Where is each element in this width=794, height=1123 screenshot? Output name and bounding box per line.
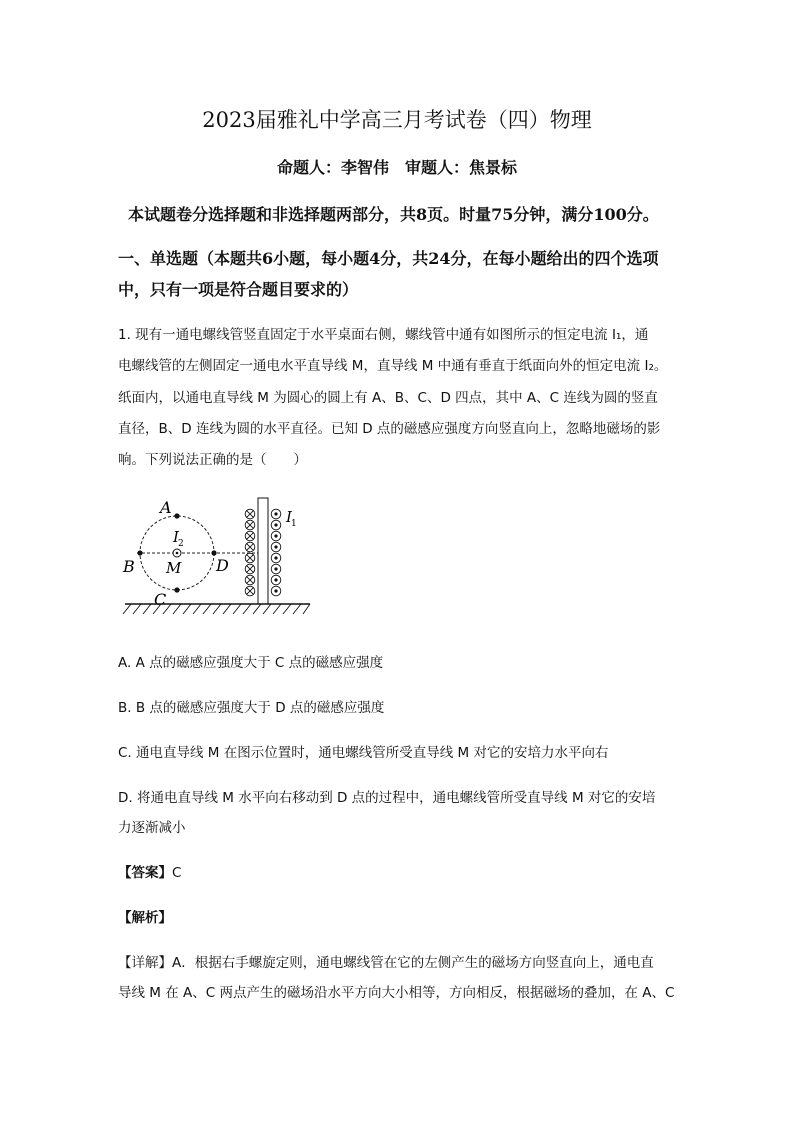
point-b: [137, 550, 142, 555]
answer-row: [118, 861, 181, 881]
option-d-line-1: D. 将通电直导线 M 水平向右移动到 D 点的过程中，通电螺线管所受直导线 M 对它的安培: [118, 790, 656, 806]
analysis-label: 【解析】: [118, 910, 172, 926]
question-line-5: 响。下列说法正确的是（ ）: [118, 452, 307, 468]
point-a: [174, 513, 179, 518]
authors-line: 命题人：李智伟 审题人：焦景标: [276, 158, 517, 177]
answer-label: 【答案】: [118, 865, 172, 881]
solenoid-right-windings: [271, 509, 281, 596]
answer-value: C: [172, 865, 182, 881]
label-i2-subscript: 2: [178, 539, 184, 549]
label-b: B: [123, 557, 135, 576]
label-a: A: [160, 498, 172, 517]
label-c: C: [154, 590, 167, 609]
point-d: [211, 550, 216, 555]
exam-intro: 本试题卷分选择题和非选择题两部分，共8页。时量75分钟，满分100分。: [128, 205, 659, 224]
question-line-4: 直径，B、D 连线为圆的水平直径。已知 D 点的磁感应强度方向竖直向上，忽略地磁场的影: [118, 421, 661, 437]
detail-line-2: 导线 M 在 A、C 两点产生的磁场沿水平方向大小相等，方向相反，根据磁场的叠加，在 A、C: [118, 985, 675, 1001]
section-heading-line-2: 中，只有一项是符合题目要求的）: [118, 280, 359, 299]
solenoid-tube: [258, 498, 268, 604]
label-i1-subscript: 1: [291, 519, 297, 529]
question-line-2: 电螺线管的左侧固定一通电水平直导线 M，直导线 M 中通有垂直于纸面向外的恒定电流 I₂。: [118, 358, 668, 374]
option-b: B. B 点的磁感应强度大于 D 点的磁感应强度: [118, 700, 385, 716]
option-d-line-2: 力逐渐减小: [118, 820, 186, 836]
page-title: 2023届雅礼中学高三月考试卷（四）物理: [202, 108, 592, 132]
option-c: C. 通电直导线 M 在图示位置时，通电螺线管所受直导线 M 对它的安培力水平向右: [118, 745, 609, 761]
label-m: M: [166, 559, 182, 577]
solenoid-wire-figure: [115, 490, 320, 620]
question-line-3: 纸面内，以通电直导线 M 为圆心的圆上有 A、B、C、D 四点，其中 A、C 连线为圆的竖直: [118, 390, 658, 406]
option-a: A. A 点的磁感应强度大于 C 点的磁感应强度: [118, 655, 384, 671]
wire-m-dot: [176, 552, 179, 555]
question-line-1: 1. 现有一通电螺线管竖直固定于水平桌面右侧，螺线管中通有如图所示的恒定电流 I₁，通: [118, 327, 649, 343]
label-i2: I: [173, 528, 179, 546]
label-d: D: [216, 556, 229, 575]
section-heading-line-1: 一、单选题（本题共6小题，每小题4分，共24分，在每小题给出的四个选项: [118, 249, 659, 268]
point-c: [174, 587, 179, 592]
label-i1: I: [286, 508, 292, 526]
detail-line-1: 【详解】A．根据右手螺旋定则，通电螺线管在它的左侧产生的磁场方向竖直向上，通电直: [118, 955, 654, 971]
ground-hatching: [123, 604, 310, 614]
